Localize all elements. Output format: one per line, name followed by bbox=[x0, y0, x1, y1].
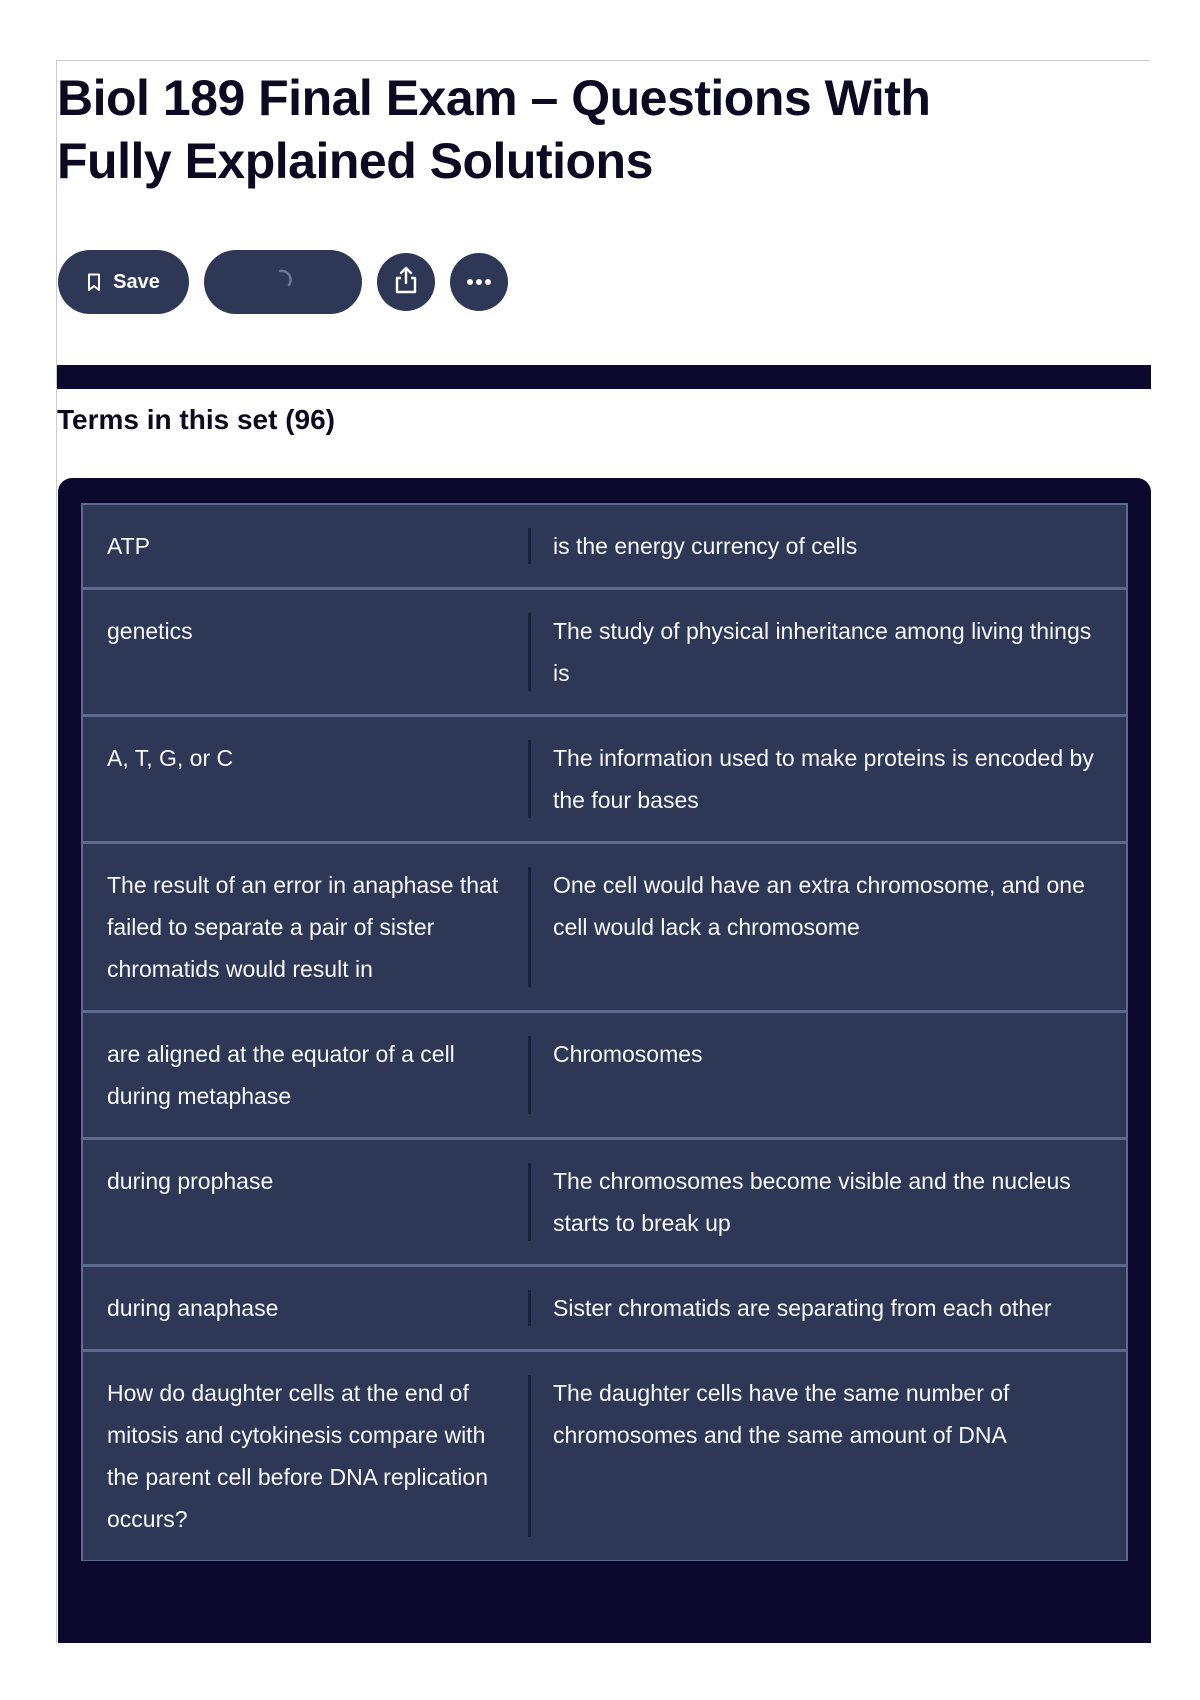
page-title: Biol 189 Final Exam – Questions With Fully Explained Solutions bbox=[57, 70, 931, 189]
term-text: How do daughter cells at the end of mitosis and cytokinesis compare with the parent cell before DNA replication occurs? bbox=[107, 1380, 488, 1532]
term-card[interactable] bbox=[81, 1011, 1128, 1138]
save-button[interactable] bbox=[58, 250, 189, 314]
share-icon bbox=[393, 265, 419, 300]
more-options-button[interactable] bbox=[450, 253, 508, 311]
section-divider-bar bbox=[57, 365, 1151, 389]
term-text: are aligned at the equator of a cell during metaphase bbox=[107, 1041, 455, 1109]
term-text: genetics bbox=[107, 618, 193, 644]
term-text: during prophase bbox=[107, 1168, 274, 1194]
more-horizontal-icon bbox=[466, 273, 492, 291]
action-toolbar bbox=[58, 250, 508, 314]
spinner-icon bbox=[270, 267, 296, 298]
study-set-page bbox=[56, 60, 1151, 1643]
term-card[interactable] bbox=[81, 1265, 1128, 1350]
term-text: The result of an error in anaphase that failed to separate a pair of sister chromatids would result in bbox=[107, 872, 499, 982]
definition-text: One cell would have an extra chromosome, and one cell would lack a chromosome bbox=[553, 872, 1085, 940]
term-text: ATP bbox=[107, 533, 151, 559]
term-card[interactable] bbox=[81, 1138, 1128, 1265]
definition-text: Sister chromatids are separating from each other bbox=[553, 1295, 1052, 1321]
term-card[interactable] bbox=[81, 588, 1128, 715]
terms-heading: Terms in this set (96) bbox=[57, 404, 336, 435]
share-button[interactable] bbox=[377, 253, 435, 311]
loading-button[interactable] bbox=[204, 250, 362, 314]
save-button-label: Save bbox=[113, 270, 160, 293]
term-text: during anaphase bbox=[107, 1295, 279, 1321]
definition-text: The chromosomes become visible and the nucleus starts to break up bbox=[553, 1168, 1071, 1236]
definition-text: The information used to make proteins is encoded by the four bases bbox=[553, 745, 1094, 813]
term-card[interactable] bbox=[81, 503, 1128, 588]
term-text: A, T, G, or C bbox=[107, 745, 234, 771]
terms-list bbox=[58, 478, 1151, 1643]
term-card[interactable] bbox=[81, 842, 1128, 1011]
term-card[interactable] bbox=[81, 1350, 1128, 1561]
bookmark-icon bbox=[87, 273, 101, 292]
definition-text: The study of physical inheritance among living things is bbox=[553, 618, 1092, 686]
definition-text: The daughter cells have the same number of chromosomes and the same amount of DNA bbox=[553, 1380, 1010, 1448]
definition-text: Chromosomes bbox=[553, 1041, 703, 1067]
term-card[interactable] bbox=[81, 715, 1128, 842]
definition-text: is the energy currency of cells bbox=[553, 533, 858, 559]
